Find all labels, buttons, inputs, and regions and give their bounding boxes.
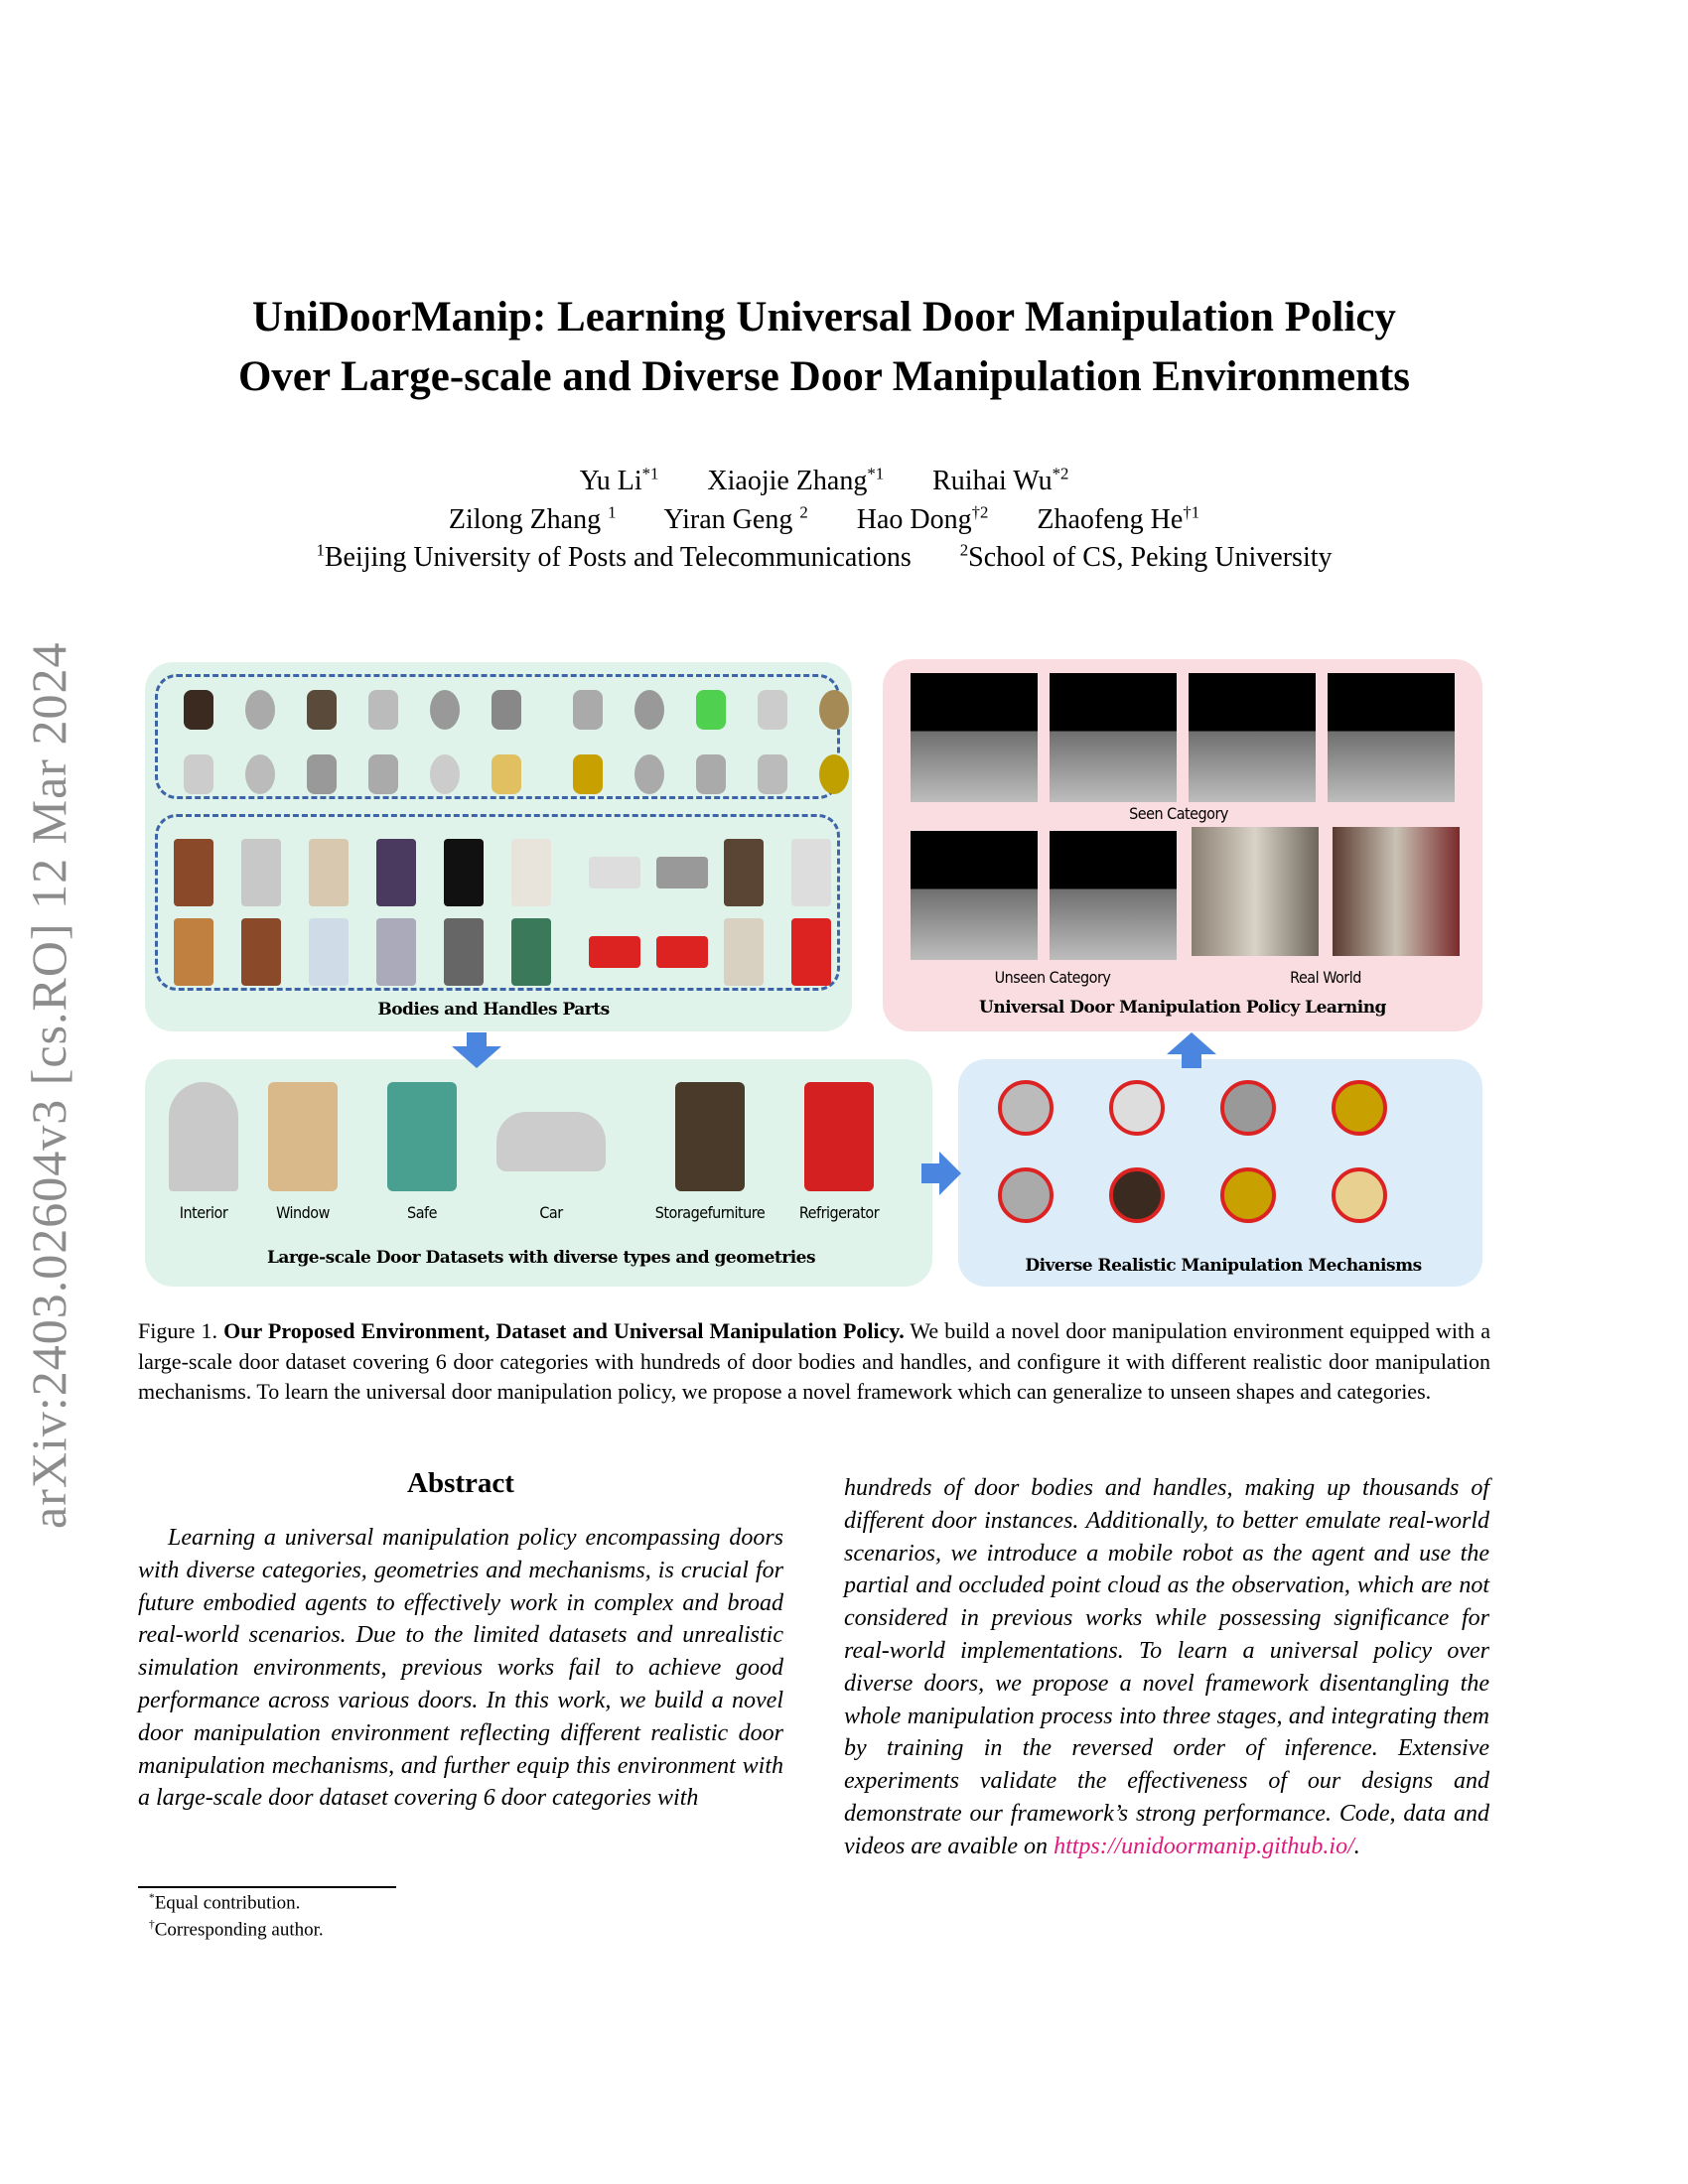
unseen-category-label: Unseen Category — [994, 968, 1111, 987]
door-body-image — [791, 839, 831, 906]
author: Yu Li$^{*1}$ — [579, 465, 659, 497]
caption-prefix: Figure 1. — [138, 1318, 218, 1343]
handle-part-image — [184, 690, 213, 730]
real-world-image — [1192, 827, 1319, 956]
category-label: Refrigerator — [798, 1203, 880, 1222]
door-body-image — [376, 918, 416, 986]
handle-part-image — [184, 754, 213, 794]
handle-part-image — [634, 754, 664, 794]
real-world-image — [1333, 827, 1460, 956]
door-body-image — [444, 918, 484, 986]
down-arrow-icon — [452, 1032, 501, 1068]
mechanism-image — [1220, 1080, 1276, 1136]
mechanism-image — [1109, 1080, 1165, 1136]
category-refrigerator-image — [804, 1082, 874, 1191]
door-body-image — [589, 936, 640, 968]
policy-label: Universal Door Manipulation Policy Learning — [979, 998, 1386, 1018]
category-safe-image — [387, 1082, 457, 1191]
unseen-sim-image — [911, 831, 1038, 960]
handle-part-image — [758, 690, 787, 730]
seen-sim-image — [1189, 673, 1316, 802]
door-body-image — [511, 918, 551, 986]
category-label: Interior — [179, 1203, 228, 1222]
door-body-image — [241, 839, 281, 906]
door-body-image — [656, 936, 708, 968]
mechanisms-label: Diverse Realistic Manipulation Mechanisms — [1025, 1256, 1422, 1276]
author: Ruihai Wu$^{*2}$ — [932, 465, 1069, 497]
seen-sim-image — [1328, 673, 1455, 802]
abstract-column-2 — [844, 1472, 1489, 1863]
mechanism-image — [1332, 1080, 1387, 1136]
category-storagefurniture-image — [675, 1082, 745, 1191]
author: Hao Dong$^{\dagger 2}$ — [856, 503, 989, 536]
category-label: Car — [539, 1203, 563, 1222]
footnote: †Corresponding author. — [149, 1919, 324, 1941]
author: Zilong Zhang $^1$ — [448, 503, 617, 536]
seen-category-label: Seen Category — [1129, 804, 1228, 823]
author: Xiaojie Zhang$^{*1}$ — [707, 465, 885, 497]
handle-part-image — [696, 754, 726, 794]
door-body-image — [174, 918, 213, 986]
up-arrow-icon — [1167, 1032, 1216, 1068]
footnote: *Equal contribution. — [149, 1892, 301, 1914]
door-body-image — [376, 839, 416, 906]
handle-part-image — [819, 690, 849, 730]
abstract-text: hundreds of door bodies and handles, making up thousands of different door instances. Additionally, to better emulate real-world scenarios, we introduce a mobile robot as the agent and use the partial and occluded point cloud as the observation, which are not considered in previous works while possessing significance for real-world implementations. To learn a universal policy over diverse doors, we propose a novel framework disentangling the whole manipulation process into three stages, and integrating them by training in the reversed order of inference. Extensive experiments validate the effectiveness of our designs and demonstrate our framework’s strong performance. Code, data and videos are avaible on — [844, 1475, 1489, 1859]
parts-label: Bodies and Handles Parts — [377, 1000, 610, 1020]
door-body-image — [174, 839, 213, 906]
abstract-column-1: Learning a universal manipulation policy encompassing doors with diverse categories, geometries and mechanisms, is crucial for future embodied agents to effectively work in complex and broad real-world scenarios. Due to the limited datasets and unrealistic simulation environments, previous works fail to achieve good performance across various doors. In this work, we build a novel door manipulation environment reflecting different realistic door manipulation mechanisms, and further equip this environment with a large-scale door dataset covering 6 door categories with — [138, 1525, 783, 1812]
unseen-sim-image — [1050, 831, 1177, 960]
affiliation: $^1$Beijing University of Posts and Telecommunications — [316, 541, 912, 574]
handle-part-image — [307, 690, 337, 730]
handle-part-image — [245, 690, 275, 730]
category-interior-image — [169, 1082, 238, 1191]
footnote-rule — [138, 1886, 396, 1888]
author: Yiran Geng $^2$ — [663, 503, 808, 536]
handle-part-image — [368, 690, 398, 730]
abstract-heading: Abstract — [407, 1467, 514, 1499]
category-label: Window — [276, 1203, 330, 1222]
handle-part-image — [819, 754, 849, 794]
real-world-label: Real World — [1290, 968, 1361, 987]
arxiv-identifier: arXiv:2403.02604v3 [cs.RO] 12 Mar 2024 — [21, 641, 76, 1529]
mechanism-image — [998, 1080, 1054, 1136]
category-window-image — [268, 1082, 338, 1191]
handle-part-image — [492, 754, 521, 794]
handle-part-image — [573, 690, 603, 730]
affiliation: $^2$School of CS, Peking University — [959, 541, 1333, 574]
paper-title — [0, 288, 1648, 407]
category-car-image — [496, 1112, 606, 1171]
handle-part-image — [573, 754, 603, 794]
mechanism-image — [1332, 1167, 1387, 1223]
door-body-image — [589, 857, 640, 888]
door-body-image — [724, 918, 764, 986]
door-body-image — [724, 839, 764, 906]
handle-part-image — [368, 754, 398, 794]
title-line-1: UniDoorManip: Learning Universal Door Manipulation Policy — [252, 294, 1396, 341]
authors-row-1 — [0, 465, 1648, 497]
seen-sim-image — [1050, 673, 1177, 802]
mechanism-image — [998, 1167, 1054, 1223]
door-body-image — [444, 839, 484, 906]
handle-part-image — [696, 690, 726, 730]
abstract-end: . — [1353, 1833, 1360, 1859]
mechanism-image — [1109, 1167, 1165, 1223]
door-body-image — [791, 918, 831, 986]
affiliations — [0, 541, 1648, 574]
handle-part-image — [492, 690, 521, 730]
door-body-image — [309, 918, 349, 986]
right-arrow-icon — [921, 1152, 961, 1195]
door-body-image — [656, 857, 708, 888]
door-body-image — [511, 839, 551, 906]
mechanism-image — [1220, 1167, 1276, 1223]
door-body-image — [241, 918, 281, 986]
caption-text: We build a novel door manipulation environment equipped with a large-scale door dataset covering 6 door categories with hundreds of door bodies and handles, and configure it with different realistic door manipulation mechanisms. To learn the universal door manipulation policy, we propose a novel framework which can generalize to unseen shapes and categories. — [138, 1318, 1490, 1404]
handle-part-image — [634, 690, 664, 730]
handle-part-image — [430, 690, 460, 730]
project-link[interactable]: https://unidoormanip.github.io/ — [1054, 1833, 1354, 1859]
dataset-label: Large-scale Door Datasets with diverse types and geometries — [266, 1248, 816, 1268]
figure-caption — [138, 1316, 1490, 1408]
handle-part-image — [758, 754, 787, 794]
handle-part-image — [245, 754, 275, 794]
door-body-image — [309, 839, 349, 906]
handle-part-image — [307, 754, 337, 794]
category-label: Safe — [407, 1203, 437, 1222]
seen-sim-image — [911, 673, 1038, 802]
author: Zhaofeng He$^{\dagger 1}$ — [1037, 503, 1200, 536]
category-label: Storagefurniture — [654, 1203, 766, 1222]
authors-row-2 — [0, 503, 1648, 536]
caption-title: Our Proposed Environment, Dataset and Universal Manipulation Policy. — [223, 1318, 905, 1343]
handle-part-image — [430, 754, 460, 794]
title-line-2: Over Large-scale and Diverse Door Manipulation Environments — [237, 353, 1411, 400]
